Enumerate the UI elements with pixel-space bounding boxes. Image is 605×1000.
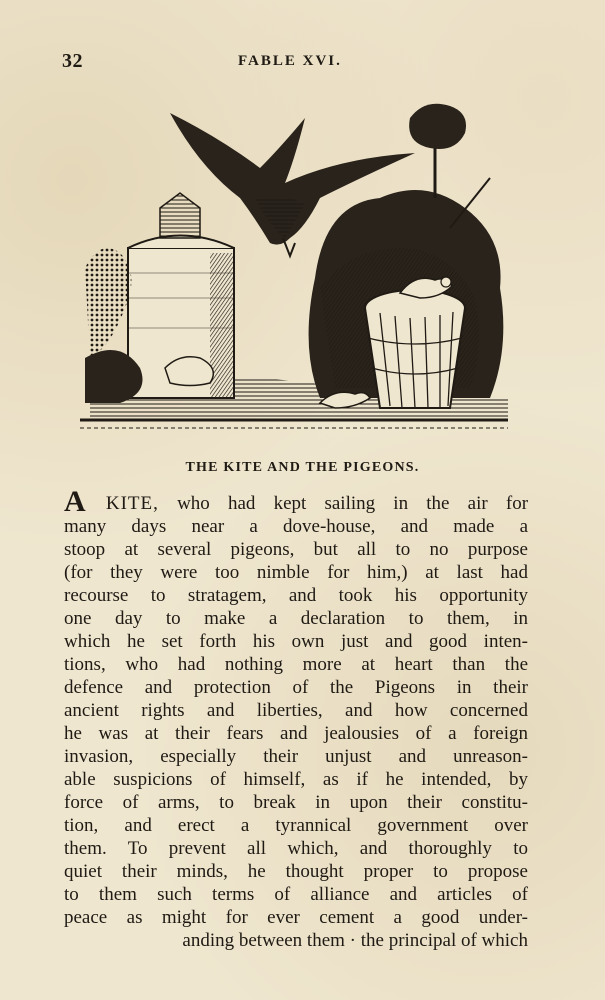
body-line: one day to make a declaration to them, in	[64, 608, 528, 629]
first-line-rest: who had kept sailing in the air for	[177, 493, 529, 514]
body-line-last: anding between them · the principal of which	[182, 930, 528, 951]
body-line: ancient rights and liberties, and how concerned	[64, 700, 528, 721]
body-line: stoop at several pigeons, but all to no purpose	[64, 539, 528, 560]
body-line: invasion, especially their unjust and unreason-	[64, 746, 528, 767]
body-line: quiet their minds, he thought proper to propose	[64, 861, 528, 882]
body-line: many days near a dove-house, and made a	[64, 516, 528, 537]
body-line: defence and protection of the Pigeons in their	[64, 677, 528, 698]
page-number: 32	[62, 50, 83, 72]
body-line-first	[64, 485, 529, 518]
body-line: tions, who had nothing more at heart than the	[64, 654, 528, 675]
running-head: FABLE XVI.	[238, 53, 342, 69]
body-line: (for they were too nimble for him,) at last had	[64, 562, 528, 583]
body-line: them. To prevent all which, and thoroughly to	[64, 838, 528, 859]
body-line: to them such terms of alliance and articles of	[64, 884, 528, 905]
body-line: able suspicions of himself, as if he intended, by	[64, 769, 528, 790]
first-word: KITE,	[105, 493, 159, 514]
body-line: peace as might for ever cement a good under-	[64, 907, 528, 928]
body-line: recourse to stratagem, and took his opportunity	[64, 585, 528, 606]
illustration-caption: THE KITE AND THE PIGEONS.	[185, 460, 420, 475]
body-line: tion, and erect a tyrannical government over	[64, 815, 528, 836]
body-line: which he set forth his own just and good inten-	[64, 631, 528, 652]
body-line: force of arms, to break in upon their constitu-	[64, 792, 528, 813]
woodcut-kite-and-pigeons-icon	[80, 98, 508, 438]
drop-cap: A	[64, 485, 86, 518]
fable-body	[64, 485, 529, 952]
body-line: he was at their fears and jealousies of a foreign	[64, 723, 528, 744]
